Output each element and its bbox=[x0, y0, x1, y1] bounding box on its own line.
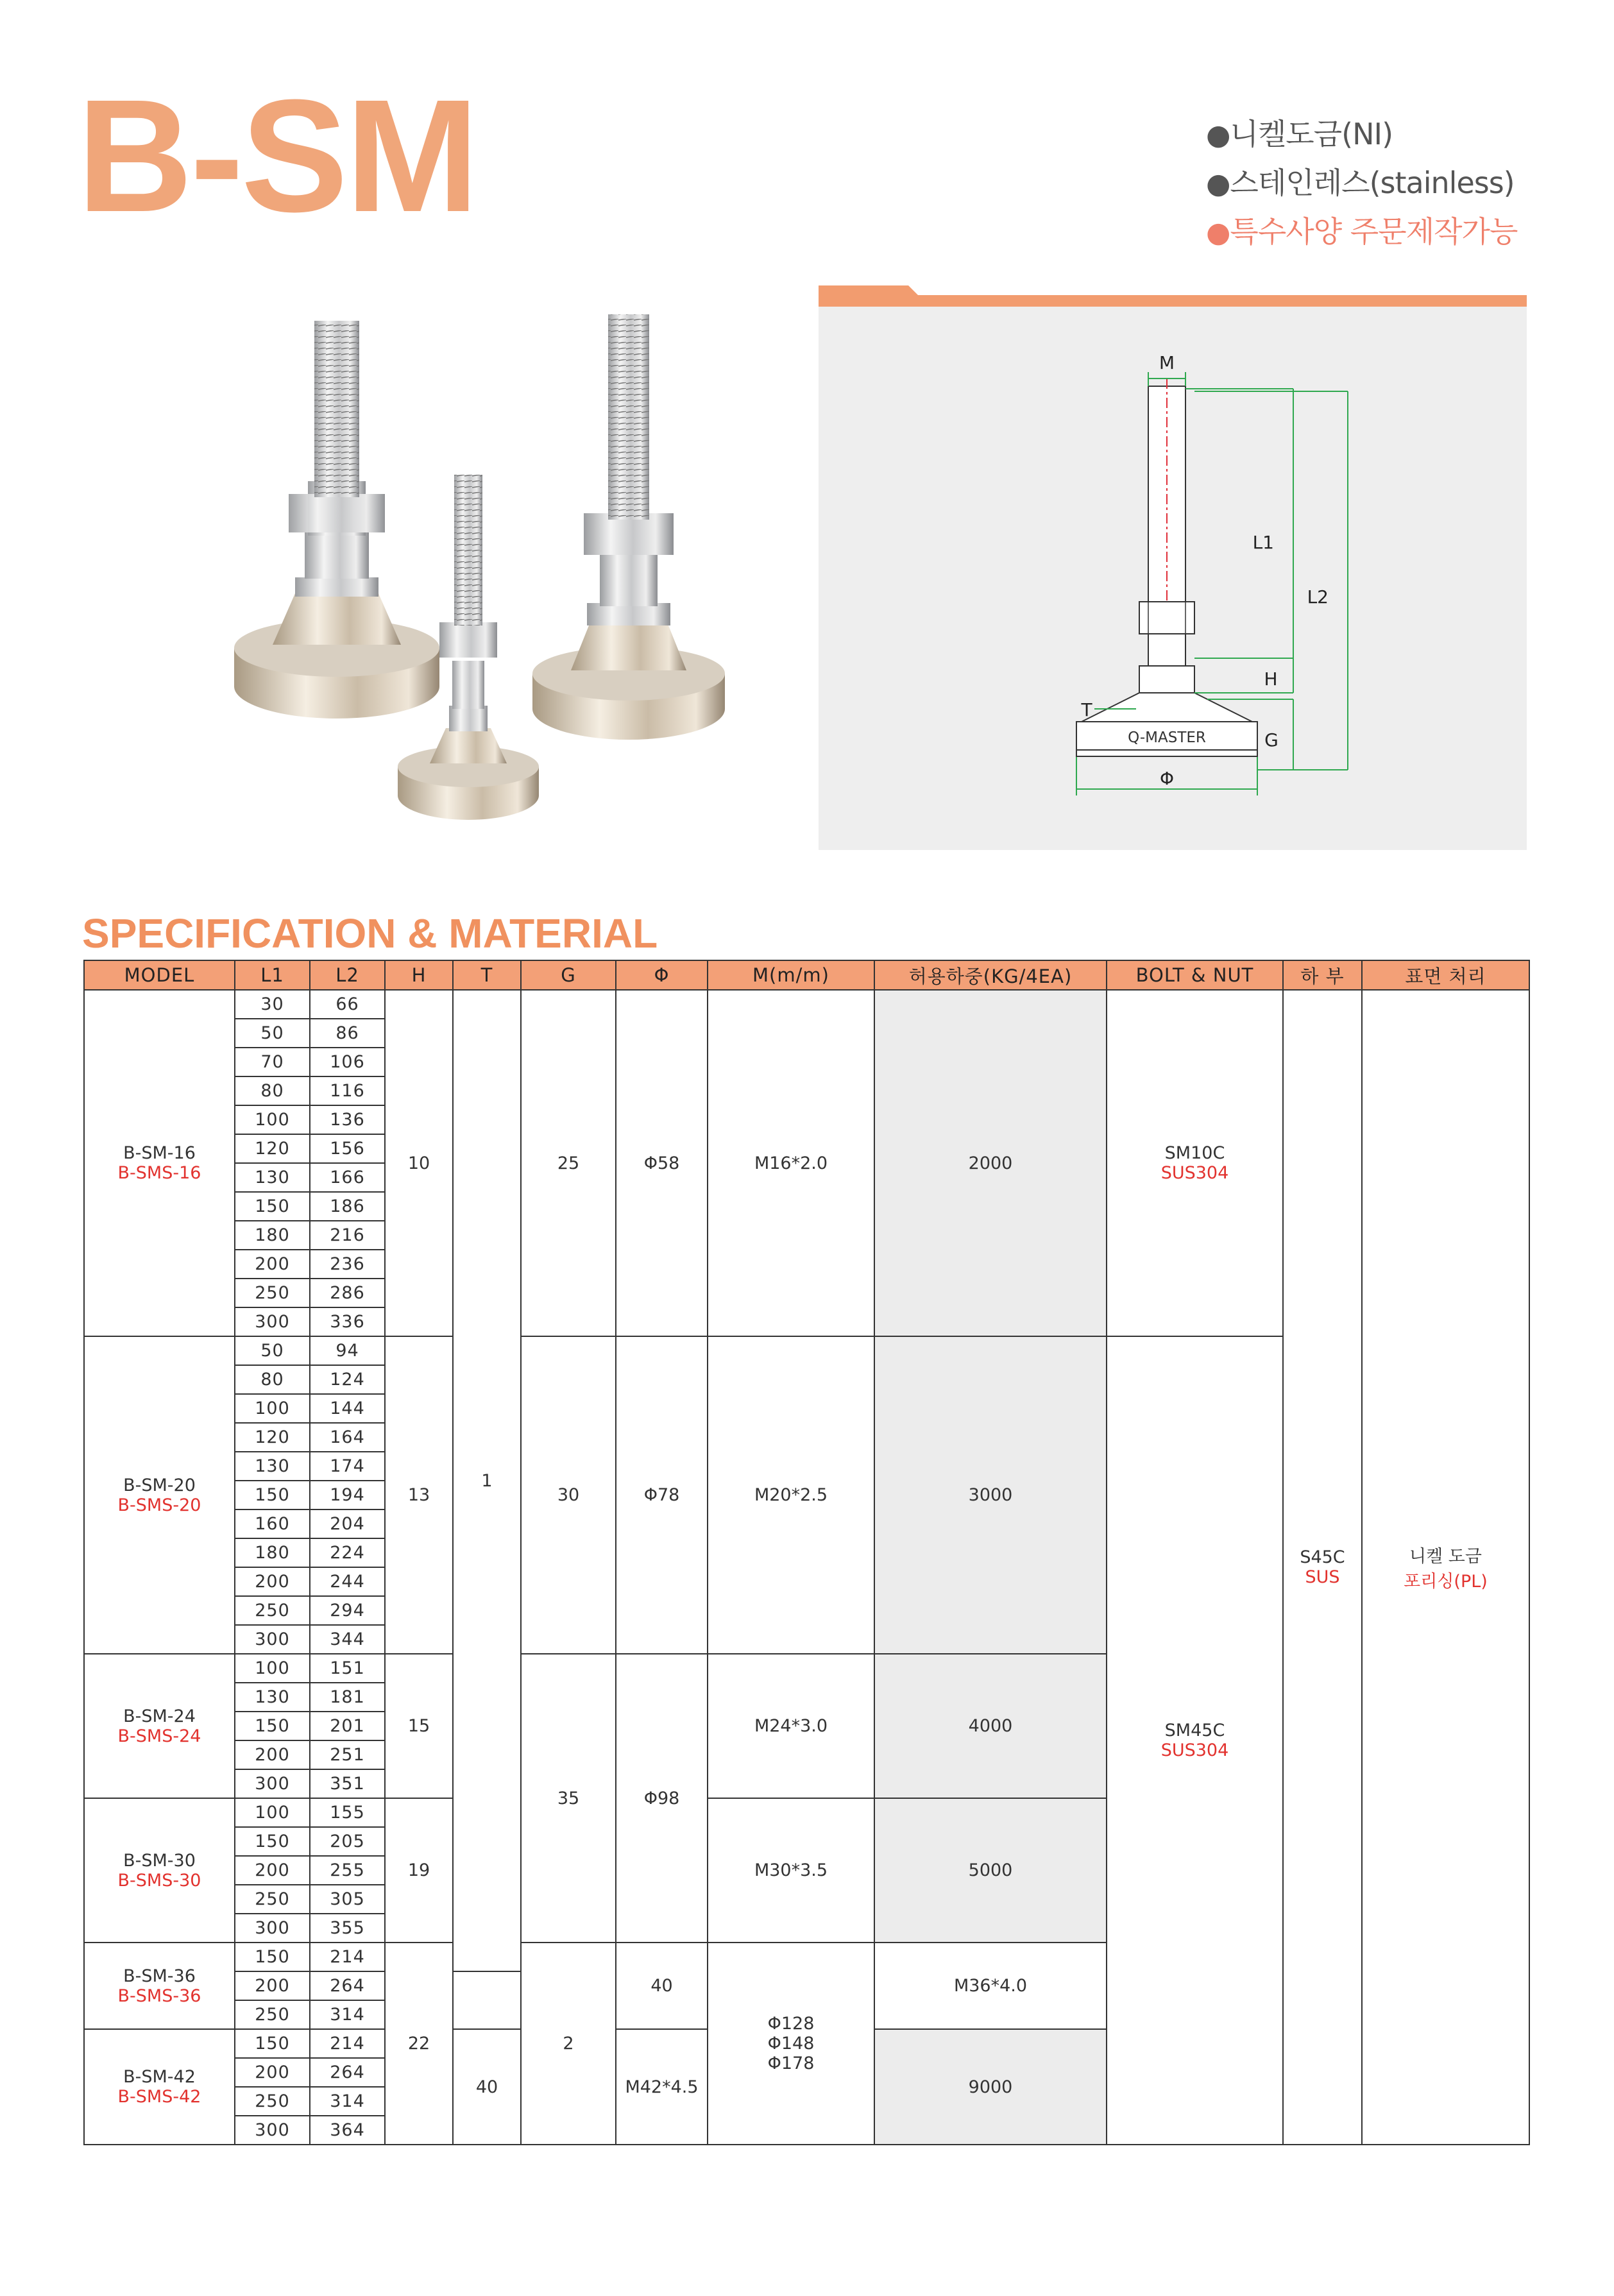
leveling-foot-large-right bbox=[532, 314, 725, 740]
brand-label: Q-MASTER bbox=[1128, 729, 1206, 746]
model-cell: B-SM-42 B-SMS-42 bbox=[84, 2029, 235, 2145]
col-base: 하 부 bbox=[1283, 960, 1362, 990]
g-cell: 25 bbox=[521, 990, 616, 1336]
table-row: 50 86 bbox=[84, 1019, 1529, 1048]
model-cell: B-SM-20 B-SMS-20 bbox=[84, 1336, 235, 1654]
table-row: 200 244 bbox=[84, 1567, 1529, 1596]
finish-cell: 니켈 도금 포리싱(PL) bbox=[1362, 990, 1529, 2145]
table-row: 300 344 bbox=[84, 1625, 1529, 1654]
table-row: 200 264 bbox=[84, 1971, 1529, 2000]
spec-table bbox=[83, 960, 1530, 2145]
table-row: B-SM-30 B-SMS-30 100 155 19 M30*3.5 5000 bbox=[84, 1798, 1529, 1827]
col-h: H bbox=[385, 960, 453, 990]
dim-label-t: T bbox=[1081, 699, 1092, 720]
thread-cell: M20*2.5 bbox=[708, 1336, 874, 1654]
thread-cell: M36*4.0 bbox=[874, 1943, 1107, 2029]
table-row: 130 166 bbox=[84, 1163, 1529, 1192]
col-g: G bbox=[521, 960, 616, 990]
table-row: 300 336 bbox=[84, 1307, 1529, 1336]
phi-cell: Φ78 bbox=[616, 1336, 708, 1654]
table-row: 180 224 bbox=[84, 1538, 1529, 1567]
table-row: 250 286 bbox=[84, 1279, 1529, 1307]
dim-label-l2: L2 bbox=[1307, 586, 1329, 608]
product-photo bbox=[218, 302, 744, 834]
dimension-diagram bbox=[819, 282, 1527, 850]
thread-cell: M24*3.0 bbox=[708, 1654, 874, 1798]
phi-cell: Φ98 bbox=[616, 1654, 708, 1943]
model-cell: B-SM-16 B-SMS-16 bbox=[84, 990, 235, 1336]
h-cell: 22 bbox=[385, 1943, 453, 2145]
table-row: B-SM-20 B-SMS-20 50 94 13 30 Φ78 M20*2.5 3000 SM45C SUS304 bbox=[84, 1336, 1529, 1365]
h-cell: 19 bbox=[385, 1798, 453, 1943]
bullet-icon: ● bbox=[1206, 119, 1230, 151]
table-row: B-SM-24 B-SMS-24 100 151 15 35 Φ98 M24*3.0 4000 bbox=[84, 1654, 1529, 1683]
h-cell: 10 bbox=[385, 990, 453, 1336]
model-cell: B-SM-36 B-SMS-36 bbox=[84, 1943, 235, 2029]
table-row: 250 314 bbox=[84, 2087, 1529, 2116]
col-finish: 표면 처리 bbox=[1362, 960, 1529, 990]
table-row: 200 255 bbox=[84, 1856, 1529, 1885]
col-model: MODEL bbox=[84, 960, 235, 990]
load-cell: 5000 bbox=[874, 1798, 1107, 1943]
phi-cell: Φ128 Φ148 Φ178 bbox=[708, 1943, 874, 2145]
model-cell: B-SM-24 B-SMS-24 bbox=[84, 1654, 235, 1798]
col-bolt-nut: BOLT & NUT bbox=[1107, 960, 1283, 990]
page-title: B-SM bbox=[77, 66, 477, 245]
g-cell: 40 bbox=[453, 2029, 521, 2145]
g-cell: 35 bbox=[521, 1654, 616, 1943]
load-cell: 9000 bbox=[874, 2029, 1107, 2145]
table-row: 300 351 bbox=[84, 1769, 1529, 1798]
col-l1: L1 bbox=[235, 960, 310, 990]
table-row: B-SM-16 B-SMS-16 30 66 10 1 25 Φ58 M16*2.0 2000 SM10C SUS304 S45C SUS 니켈 도금 포리싱(PL) bbox=[84, 990, 1529, 1019]
bullet-icon: ● bbox=[1206, 216, 1230, 249]
load-cell: 4000 bbox=[874, 1654, 1107, 1798]
table-row: B-SM-42 B-SMS-42 150 214 40 M42*4.5 9000 bbox=[84, 2029, 1529, 2058]
table-row: 300 355 bbox=[84, 1914, 1529, 1943]
g-cell: 30 bbox=[521, 1336, 616, 1654]
table-header-row bbox=[84, 960, 1529, 990]
table-row: 200 236 bbox=[84, 1250, 1529, 1279]
col-l2: L2 bbox=[310, 960, 385, 990]
bolt-nut-cell: SM45C SUS304 bbox=[1107, 1336, 1283, 2145]
h-cell: 13 bbox=[385, 1336, 453, 1654]
table-row: 150 201 bbox=[84, 1712, 1529, 1740]
table-row: 70 106 bbox=[84, 1048, 1529, 1076]
h-cell: 15 bbox=[385, 1654, 453, 1798]
table-row: 150 186 bbox=[84, 1192, 1529, 1221]
table-row: 130 174 bbox=[84, 1452, 1529, 1481]
col-load: 허용하중(KG/4EA) bbox=[874, 960, 1107, 990]
table-row: 100 136 bbox=[84, 1105, 1529, 1134]
table-row: 150 205 bbox=[84, 1827, 1529, 1856]
table-row: 120 156 bbox=[84, 1134, 1529, 1163]
model-cell: B-SM-30 B-SMS-30 bbox=[84, 1798, 235, 1943]
thread-cell: M42*4.5 bbox=[616, 2029, 708, 2145]
table-row: 150 194 bbox=[84, 1481, 1529, 1509]
table-row: 130 181 bbox=[84, 1683, 1529, 1712]
table-row: 80 116 bbox=[84, 1076, 1529, 1105]
table-row: 200 251 bbox=[84, 1740, 1529, 1769]
g-cell: 40 bbox=[616, 1943, 708, 2029]
finish-custom-order: ●특수사양 주문제작가능 bbox=[1206, 214, 1518, 249]
load-cell: 2000 bbox=[874, 990, 1107, 1336]
finish-nickel: ●니켈도금(NI) bbox=[1206, 117, 1393, 151]
table-row: 200 264 bbox=[84, 2058, 1529, 2087]
thread-cell: M30*3.5 bbox=[708, 1798, 874, 1943]
dim-label-h: H bbox=[1264, 668, 1278, 690]
thread-cell: M16*2.0 bbox=[708, 990, 874, 1336]
bullet-icon: ● bbox=[1206, 167, 1230, 200]
section-title: SPECIFICATION & MATERIAL bbox=[82, 910, 658, 957]
table-row: 80 124 bbox=[84, 1365, 1529, 1394]
t-cell: 1 bbox=[453, 990, 521, 1971]
finish-stainless: ●스테인레스(stainless) bbox=[1206, 166, 1515, 200]
leveling-foot-large-left bbox=[234, 321, 439, 719]
dim-label-m: M bbox=[1159, 352, 1175, 373]
t-cell: 2 bbox=[521, 1943, 616, 2145]
table-row: 250 294 bbox=[84, 1596, 1529, 1625]
table-row: 250 314 bbox=[84, 2000, 1529, 2029]
load-cell: 3000 bbox=[874, 1336, 1107, 1654]
table-row: 160 204 bbox=[84, 1509, 1529, 1538]
bolt-nut-cell: SM10C SUS304 bbox=[1107, 990, 1283, 1336]
base-cell: S45C SUS bbox=[1283, 990, 1362, 2145]
dim-label-l1: L1 bbox=[1252, 532, 1274, 553]
finish-options bbox=[1206, 110, 1517, 257]
table-row: 250 305 bbox=[84, 1885, 1529, 1914]
dim-label-g: G bbox=[1264, 729, 1278, 751]
col-thread: M(m/m) bbox=[708, 960, 874, 990]
table-row: 100 144 bbox=[84, 1394, 1529, 1423]
table-row: 120 164 bbox=[84, 1423, 1529, 1452]
phi-cell: Φ58 bbox=[616, 990, 708, 1336]
dim-label-phi: Φ bbox=[1159, 768, 1175, 789]
col-phi: Φ bbox=[616, 960, 708, 990]
table-row: 300 364 bbox=[84, 2116, 1529, 2145]
table-row: 180 216 bbox=[84, 1221, 1529, 1250]
col-t: T bbox=[453, 960, 521, 990]
table-row: B-SM-36 B-SMS-36 150 214 22 2 40 Φ128 Φ148 Φ178 M36*4.0 bbox=[84, 1943, 1529, 1971]
